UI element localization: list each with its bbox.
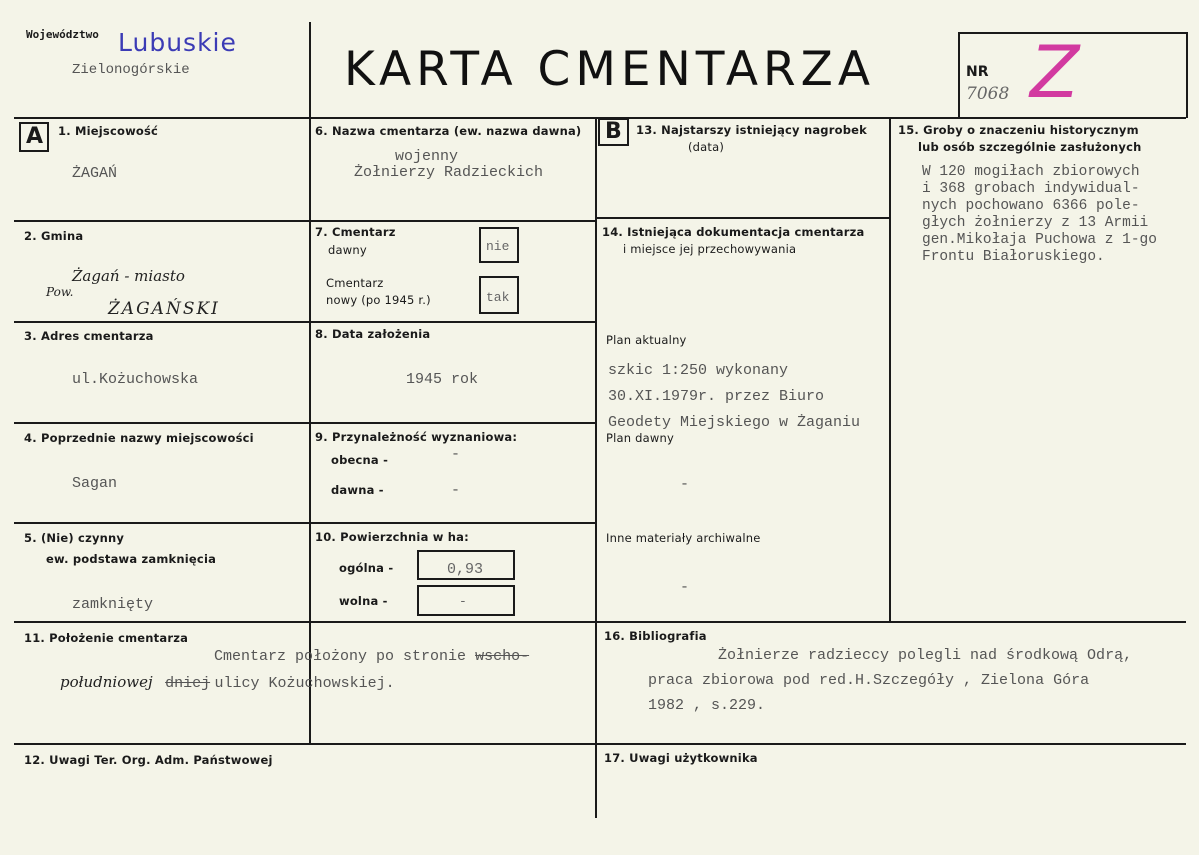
label-dawna: dawna - [331,483,384,497]
grid-line [309,22,311,744]
sublabel-podstawa: ew. podstawa zamknięcia [46,552,217,566]
label-wolna: wolna - [339,594,388,608]
label-data-zalozenia: 8. Data założenia [315,327,431,341]
value-wolna: - [459,594,467,609]
label-poprzednie-nazwy: 4. Poprzednie nazwy miejscowości [24,431,254,445]
label-bibliografia: 16. Bibliografia [604,629,707,643]
sublabel-przechowywanie: i miejsce jej przechowywania [623,242,797,256]
nr-letter-stamp: Z [1030,30,1080,114]
label-gmina: 2. Gmina [24,229,84,243]
value-polozenie-line1: Cmentarz położony po stronie wscho- [214,648,530,665]
value-miejscowosc: ŻAGAŃ [72,165,118,182]
value-polozenie-line2: południowej dniej ulicy Kożuchowskiej. [60,673,395,692]
label-nowy: nowy (po 1945 r.) [326,293,431,307]
value-nazwa-line1: wojenny [395,148,459,165]
nr-label: NR [966,64,989,80]
grid-line [595,118,597,818]
value-dawny: nie [486,239,510,254]
page-title: KARTA CMENTARZA [344,42,875,97]
label-uwagi-uzytkownika: 17. Uwagi użytkownika [604,751,758,765]
value-poprzednie-nazwy: Sagan [72,475,118,492]
label-cmentarz-nowy: Cmentarz [326,276,384,290]
sublabel-data: (data) [688,140,725,154]
value-data-zalozenia: 1945 rok [406,371,479,388]
label-adres: 3. Adres cmentarza [24,329,154,343]
label-najstarszy-nagrobek: 13. Najstarszy istniejący nagrobek [636,123,867,137]
label-groby: 15. Groby o znaczeniu historycznym [898,123,1139,137]
nowy-box [479,276,519,314]
label-ogolna: ogólna - [339,561,394,575]
value-powiat: ŻAGAŃSKI [108,299,220,319]
struck-text: dniej [165,675,211,692]
value-obecna: - [451,446,461,463]
struck-text: wscho- [475,648,530,665]
grid-line [14,621,1186,623]
label-inne-materialy: Inne materiały archiwalne [606,531,761,545]
value-czynny: zamknięty [72,596,154,613]
label-plan-aktualny: Plan aktualny [606,333,687,347]
label-czynny: 5. (Nie) czynny [24,531,125,545]
wolna-box [417,585,515,616]
wojewodztwo-label: Województwo [26,28,99,41]
value-gmina: Żagań - miasto [72,267,185,285]
grid-line [14,522,595,524]
section-marker-b: B [598,118,629,146]
dawny-box [479,227,519,263]
value-nowy: tak [486,290,510,305]
grid-line [14,220,595,222]
label-powierzchnia: 10. Powierzchnia w ha: [315,530,469,544]
wojewodztwo-value: Lubuskie [118,28,237,57]
label-plan-dawny: Plan dawny [606,431,674,445]
value-groby: W 120 mogiłach zbiorowych i 368 grobach indywidual- nych pochowano 6366 pole- głych żołnierzy z 13 Armii gen.Mikołaja Puchowa z 1-go Frontu Białoruskiego. [922,164,1157,265]
label-obecna: obecna - [331,453,389,467]
label-dawny: dawny [328,243,367,257]
value-plan-dawny: - [680,476,690,493]
label-dokumentacja: 14. Istniejąca dokumentacja cmentarza [602,225,865,239]
label-przynaleznosc: 9. Przynależność wyznaniowa: [315,430,518,444]
label-miejscowosc: 1. Miejscowość [58,124,159,138]
wojewodztwo-old: Zielonogórskie [72,62,190,78]
ogolna-box [417,550,515,580]
grid-line [597,217,890,219]
value-nazwa-line2: Żołnierzy Radzieckich [354,164,544,181]
label-uwagi-ter: 12. Uwagi Ter. Org. Adm. Państwowej [24,753,273,767]
grid-line [889,118,891,622]
nr-value: 7068 [966,84,1010,104]
sublabel-zasluzonych: lub osób szczególnie zasłużonych [918,140,1142,154]
value-ogolna: 0,93 [447,561,484,578]
value-plan-line2: 30.XI.1979r. przez Biuro [608,388,825,405]
value-plan-line1: szkic 1:250 wykonany [608,362,789,379]
value-bibliografia-line2: praca zbiorowa pod red.H.Szczegóły , Zielona Góra [648,672,1090,689]
value-dawna: - [451,482,461,499]
label-cmentarz: 7. Cmentarz [315,225,396,239]
grid-line [14,743,1186,745]
label-powiat: Pow. [46,285,74,299]
value-bibliografia-line3: 1982 , s.229. [648,697,766,714]
value-plan-line3: Geodety Miejskiego w Żaganiu [608,414,861,431]
label-nazwa-cmentarza: 6. Nazwa cmentarza (ew. nazwa dawna) [315,124,582,138]
label-polozenie: 11. Położenie cmentarza [24,631,189,645]
value-bibliografia-line1: Żołnierze radzieccy polegli nad środkową Odrą, [718,647,1133,664]
value-inne-materialy: - [680,579,690,596]
grid-line [14,422,595,424]
grid-line [14,321,595,323]
handwritten-correction: południowej [60,673,153,691]
header [0,0,1199,117]
section-marker-a: A [19,122,49,152]
value-adres: ul.Kożuchowska [72,371,199,388]
